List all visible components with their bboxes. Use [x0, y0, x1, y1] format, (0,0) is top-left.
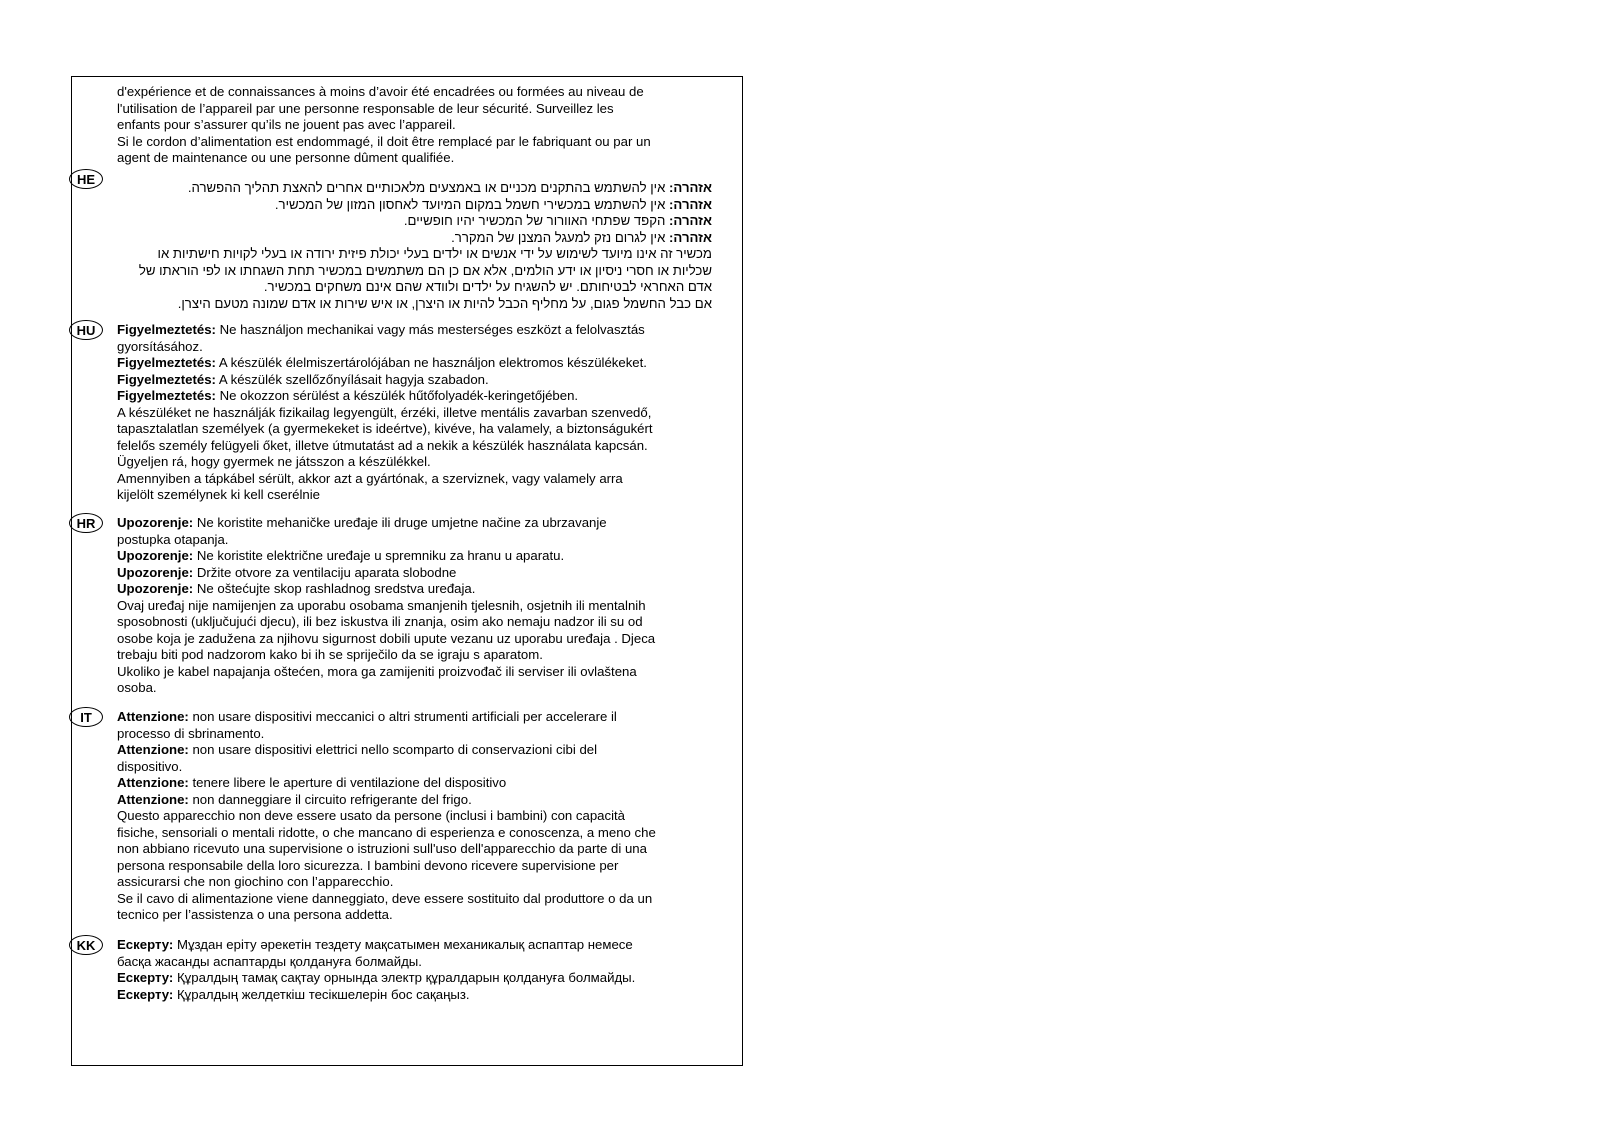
warning-line [117, 987, 717, 1004]
warning-label: Upozorenje: [117, 564, 194, 580]
text-line: שכליות או חסרי ניסיון או ידע הולמים, אלא אם כן הם משתמשים במכשיר תחת השגחתו או לפי הוראתו של [138, 262, 712, 278]
warning-line [117, 355, 717, 372]
warning-text: Ne okozzon sérülést a készülék hűtőfolyadék-keringetőjében. [215, 388, 579, 403]
text-line: басқа жасанды аспаптарды қолдануға болмайды. [117, 953, 422, 969]
warning-line [117, 709, 717, 726]
warning-line [117, 372, 717, 389]
warning-text: A készülék szellőzőnyílásait hagyja szabadon. [215, 371, 489, 387]
text-line: Se il cavo di alimentazione viene danneggiato, deve essere sostituito dal produttore o da un [117, 890, 653, 906]
warning-label: אזהרה: [669, 229, 712, 245]
text-line: assicurarsi che non giochino con l’apparecchio. [117, 874, 394, 889]
text-line: d'expérience et de connaissances à moins d’avoir été encadrées ou formées au niveau de [117, 84, 644, 99]
warning-text: Құралдың желдеткіш тесікшелерін бос сақаңыз. [173, 986, 470, 1002]
warning-label: Figyelmeztetés: [117, 322, 216, 337]
warning-label: אזהרה: [669, 196, 712, 212]
warning-label: Ескерту: [117, 986, 174, 1002]
warning-line [117, 970, 717, 987]
text-line: Ukoliko je kabel napajanja oštećen, mora ga zamijeniti proizvođač ili serviser ili ovlaštena [117, 663, 637, 679]
language-badge-kk: KK [69, 935, 103, 955]
text-line: Questo apparecchio non deve essere usato da persone (inclusi i bambini) con capacità [117, 808, 626, 823]
warning-line [117, 937, 717, 954]
warning-text: Ne használjon mechanikai vagy más mesterséges eszközt a felolvasztás [215, 322, 645, 337]
text-line: persona responsabile della loro sicurezza. I bambini devono ricevere supervisione per [117, 857, 619, 873]
text-line: non abbiano ricevuto una supervisione o istruzioni sull'uso dell'apparecchio da parte di una [117, 841, 647, 856]
section-hu [117, 322, 717, 504]
warning-label: Upozorenje: [117, 548, 194, 563]
text-line: osobe koja je zadužena za njihovu sigurnost dobili upute vezanu uz uporabu uređaja . Djeca [117, 630, 656, 646]
warning-label: Attenzione: [117, 709, 189, 724]
language-badge-he: HE [69, 169, 103, 189]
text-line: מכשיר זה אינו מיועד לשימוש על ידי אנשים או ילדים בעלי יכולת פיזית ירודה או בעלי לקויות חישתיות או [157, 246, 712, 261]
language-badge-hr: HR [69, 513, 103, 533]
text-line: postupka otapanja. [117, 531, 229, 547]
section-kk [117, 937, 717, 1003]
warning-text: הקפד שפתחי האוורור של המכשיר יהיו חופשיים. [403, 213, 670, 228]
section-it [117, 709, 717, 924]
text-line: processo di sbrinamento. [117, 725, 265, 741]
text-line: enfants pour s’assurer qu’ils ne jouent pas avec l’appareil. [117, 117, 456, 132]
warning-label: Attenzione: [117, 791, 189, 807]
warning-line [117, 213, 712, 230]
text-line: tapasztalatlan személyek (a gyermekeket is ideértve), kivéve, ha valamely, a biztonságukért [117, 421, 653, 436]
text-line: agent de maintenance ou une personne dûment qualifiée. [117, 150, 455, 165]
warning-line [117, 322, 717, 339]
fr-continuation [117, 84, 717, 167]
text-line: אדם האחראי לבטיחותם. יש להשגיח על ילדים ולוודא שהם אינם משחקים במכשיר. [263, 279, 712, 294]
warning-line [117, 742, 717, 759]
section-he [117, 180, 712, 312]
section-hr [117, 515, 717, 697]
warning-text: tenere libere le aperture di ventilazione del dispositivo [188, 775, 507, 790]
text-line: A készüléket ne használják fizikailag legyengült, érzéki, illetve mentális zavarban szenvedő, [117, 404, 652, 420]
warning-text: non usare dispositivi elettrici nello scomparto di conservazioni cibi del [188, 742, 598, 757]
warning-line [117, 581, 717, 598]
text-line: trebaju biti pod nadzorom kako bi ih se spriječilo da se igraju s aparatom. [117, 647, 543, 662]
warning-text: אין להשתמש במכשירי חשמל במקום המיועד לאחסון המזון של המכשיר. [274, 196, 670, 212]
text-line: osoba. [117, 680, 157, 695]
warning-line [117, 180, 712, 197]
text-line: Si le cordon d’alimentation est endommagé, il doit être remplacé par le fabriquant ou par un [117, 133, 651, 149]
text-line: fisiche, sensoriali o mentali ridotte, o che mancano di esperienza e conoscenza, a meno che [117, 824, 656, 840]
warning-label: Ескерту: [117, 970, 174, 985]
warning-label: Attenzione: [117, 742, 189, 757]
text-line: tecnico per l’assistenza o una persona addetta. [117, 907, 393, 922]
warning-label: אזהרה: [669, 213, 712, 228]
warning-label: Figyelmeztetés: [117, 388, 216, 403]
warning-text: Ne koristite mehaničke uređaje ili druge umjetne načine za ubrzavanje [193, 515, 607, 530]
warning-line [117, 388, 717, 405]
warning-label: Figyelmeztetés: [117, 371, 216, 387]
warning-line [117, 515, 717, 532]
warning-line [117, 565, 717, 582]
warning-text: non usare dispositivi meccanici o altri strumenti artificiali per accelerare il [188, 709, 617, 724]
warning-label: Figyelmeztetés: [117, 355, 216, 370]
language-badge-hu: HU [69, 320, 103, 340]
warning-label: אזהרה: [669, 180, 712, 195]
warning-text: Držite otvore za ventilaciju aparata slobodne [193, 564, 457, 580]
text-line: l'utilisation de l’appareil par une personne responsable de leur sécurité. Surveillez les [117, 100, 614, 116]
warning-text: אין לגרום נזק למעגל המצנן של המקרר. [451, 229, 670, 245]
warning-text: Ne koristite električne uređaje u spremniku za hranu u aparatu. [193, 548, 565, 563]
text-line: gyorsításához. [117, 338, 203, 354]
warning-text: non danneggiare il circuito refrigerante del frigo. [188, 791, 472, 807]
warning-label: Upozorenje: [117, 581, 194, 596]
text-line: dispositivo. [117, 758, 183, 774]
warning-text: אין להשתמש בהתקנים מכניים או באמצעים מלאכותיים אחרים להאצת תהליך ההפשרה. [187, 180, 670, 195]
text-line: Amennyiben a tápkábel sérült, akkor azt a gyártónak, a szerviznek, vagy valamely arra [117, 470, 623, 486]
warning-line [117, 548, 717, 565]
warning-label: Ескерту: [117, 937, 174, 952]
warning-line [117, 197, 712, 214]
text-line: Ovaj uređaj nije namijenjen za uporabu osobama smanjenih tjelesnih, osjetnih ili mentalnih [117, 597, 646, 613]
warning-text: A készülék élelmiszertárolójában ne használjon elektromos készülékeket. [215, 355, 647, 370]
text-line: kijelölt személynek ki kell cserélnie [117, 487, 321, 502]
text-line: felelős személy felügyeli őket, illetve útmutatást ad a nekik a készülék használata kapcsán. [117, 437, 648, 453]
text-line: sposobnosti (uključujući djecu), ili bez iskustva ili znanja, osim ako nemaju nadzor ili su od [117, 614, 643, 629]
warning-line [117, 230, 712, 247]
warning-label: Upozorenje: [117, 515, 194, 530]
warning-text: Құралдың тамақ сақтау орнында электр құралдарын қолдануға болмайды. [173, 970, 636, 985]
language-badge-it: IT [69, 707, 103, 727]
text-line: אם כבל החשמל פגום, על מחליף הכבל להיות או היצרן, או איש שירות או אדם שמונה מטעם היצרן. [177, 295, 712, 311]
warning-text: Ne oštećujte skop rashladnog sredstva uređaja. [193, 581, 476, 596]
warning-label: Attenzione: [117, 775, 189, 790]
warning-line [117, 775, 717, 792]
warning-line [117, 792, 717, 809]
text-line: Ügyeljen rá, hogy gyermek ne játsszon a készülékkel. [117, 454, 431, 469]
warning-text: Мұздан еріту әрекетін тездету мақсатымен механикалық аспаптар немесе [173, 937, 633, 952]
